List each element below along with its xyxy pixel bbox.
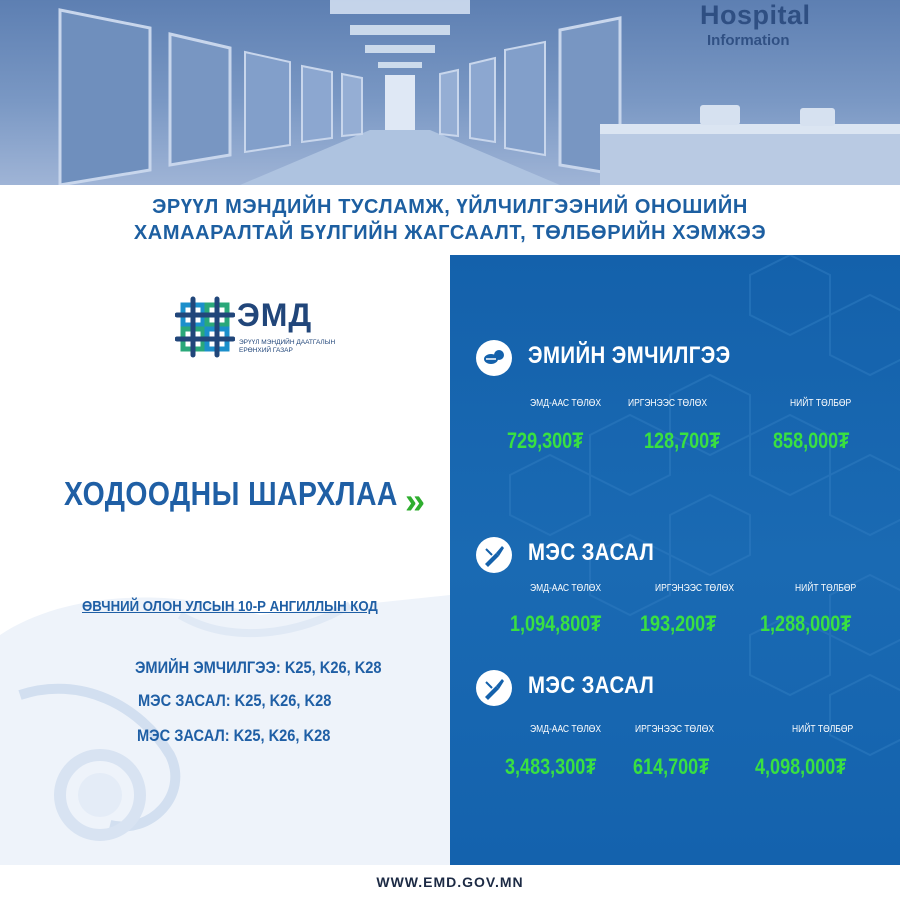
section-title: МЭС ЗАСАЛ [528, 672, 655, 699]
amount-total: 858,000₮ [773, 428, 850, 453]
section-title: ЭМИЙН ЭМЧИЛГЭЭ [528, 342, 731, 369]
logo-subtitle: ЭРҮҮЛ МЭНДИЙН ДААТГАЛЫН ЕРӨНХИЙ ГАЗАР [239, 339, 336, 354]
logo-wordmark: ЭМД [237, 297, 313, 333]
page-title [0, 185, 900, 255]
hero-hospital-photo [0, 0, 900, 185]
icd-code-line: МЭС ЗАСАЛ: K25, K26, K28 [138, 691, 332, 710]
label-total-payment: НИЙТ ТӨЛБӨР [790, 398, 852, 409]
page-title-line-1: ЭРҮҮЛ МЭНДИЙН ТУСЛАМЖ, ҮЙЛЧИЛГЭЭНИЙ ОНОШИЙН [152, 196, 748, 218]
diagnosis-panel [0, 255, 450, 865]
payment-panel [450, 255, 900, 865]
amount-total: 4,098,000₮ [755, 754, 847, 779]
amount-total: 1,288,000₮ [760, 611, 852, 636]
emd-knot-logo-icon [175, 295, 235, 359]
icd-code-line: ЭМИЙН ЭМЧИЛГЭЭ: K25, K26, K28 [135, 658, 382, 677]
scalpel-icon [476, 537, 512, 573]
amount-insurance: 3,483,300₮ [505, 754, 597, 779]
label-total-payment: НИЙТ ТӨЛБӨР [792, 724, 854, 735]
double-chevron-right-icon: » [405, 480, 416, 521]
icd-code-heading: ӨВЧНИЙ ОЛОН УЛСЫН 10-Р АНГИЛЛЫН КОД [82, 598, 378, 615]
label-citizen-pays: ИРГЭНЭЭС ТӨЛӨХ [655, 583, 735, 594]
website-link[interactable]: WWW.EMD.GOV.MN [376, 874, 524, 890]
label-insurance-pays: ЭМД-ААС ТӨЛӨХ [530, 583, 602, 594]
icd-code-line: МЭС ЗАСАЛ: K25, K26, K28 [137, 726, 331, 745]
scalpel-icon [476, 670, 512, 706]
label-citizen-pays: ИРГЭНЭЭС ТӨЛӨХ [635, 724, 715, 735]
label-insurance-pays: ЭМД-ААС ТӨЛӨХ [530, 724, 602, 735]
amount-citizen: 128,700₮ [644, 428, 721, 453]
footer [0, 865, 900, 900]
page-title-line-2: ХАМААРАЛТАЙ БҮЛГИЙН ЖАГСААЛТ, ТӨЛБӨРИЙН ХЭМЖЭЭ [133, 222, 767, 244]
amount-insurance: 1,094,800₮ [510, 611, 602, 636]
label-insurance-pays: ЭМД-ААС ТӨЛӨХ [530, 398, 602, 409]
hospital-sign-subtext: Information [707, 32, 790, 49]
label-citizen-pays: ИРГЭНЭЭС ТӨЛӨХ [628, 398, 708, 409]
pills-icon [476, 340, 512, 376]
emd-logo [175, 295, 345, 365]
section-title: МЭС ЗАСАЛ [528, 539, 655, 566]
amount-citizen: 193,200₮ [640, 611, 717, 636]
label-total-payment: НИЙТ ТӨЛБӨР [795, 583, 857, 594]
diagnosis-name: ХОДООДНЫ ШАРХЛАА [64, 475, 398, 512]
amount-citizen: 614,700₮ [633, 754, 710, 779]
amount-insurance: 729,300₮ [507, 428, 584, 453]
hospital-sign-text: Hospital [700, 0, 811, 30]
